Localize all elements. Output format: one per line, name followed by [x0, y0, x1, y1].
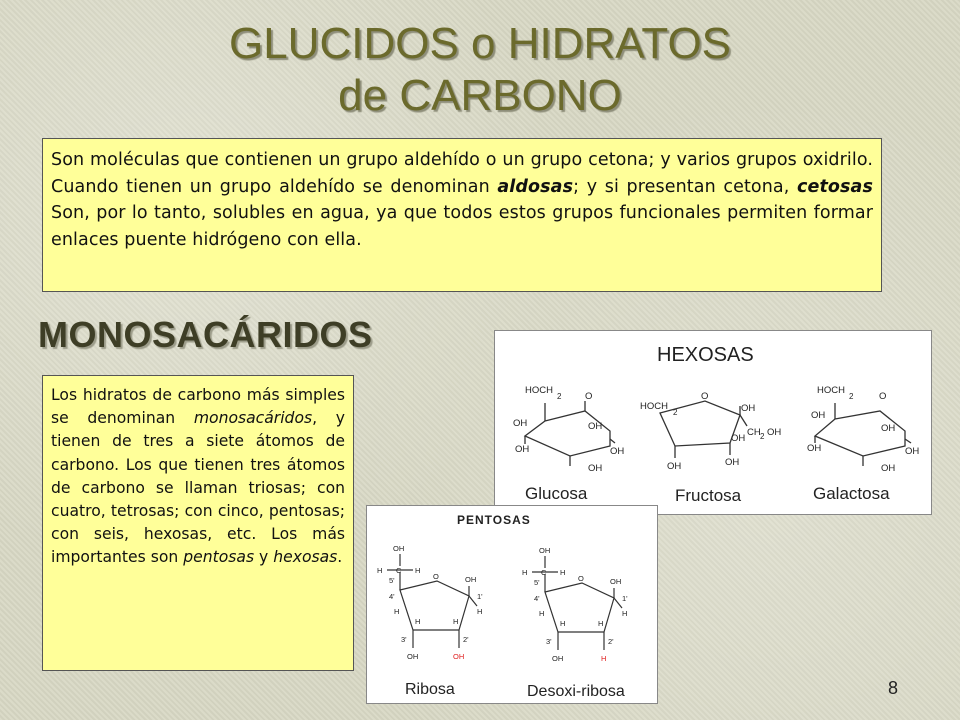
deoxy-h-left: H: [522, 568, 528, 577]
galactose-sub2: 2: [849, 392, 854, 401]
hexosas-title: HEXOSAS: [657, 344, 754, 366]
ribose-c: C: [396, 566, 402, 575]
pentosas-svg: [367, 506, 657, 703]
name-galactosa: Galactosa: [813, 484, 890, 503]
glucose-hoch: HOCH: [525, 385, 553, 396]
ribose-h-4: H: [394, 607, 400, 616]
ribose-h-3: H: [415, 617, 421, 626]
ribose-h-left: H: [377, 566, 383, 575]
title-line-1: GLUCIDOS o HIDRATOS: [228, 19, 732, 68]
fructose-sub2: 2: [673, 408, 678, 417]
fructose-oh-end: OH: [767, 427, 782, 438]
fructose-ch: CH: [747, 427, 761, 438]
name-fructosa: Fructosa: [675, 486, 742, 505]
galactose-oh-2: OH: [807, 443, 822, 454]
galactose-hoch: HOCH: [817, 385, 845, 396]
term-pentosas: pentosas: [183, 548, 255, 567]
mono-text-4: .: [337, 548, 343, 567]
ribose-h-right: H: [415, 566, 421, 575]
ribose-1: 1': [477, 592, 483, 601]
glucose-structure: [525, 401, 615, 466]
name-glucosa: Glucosa: [525, 484, 588, 503]
galactose-oh-1: OH: [811, 410, 826, 421]
ribose-o: O: [433, 572, 439, 581]
ribose-oh-1: OH: [465, 575, 477, 584]
deoxy-3: 3': [546, 637, 552, 646]
title-line-2: de CARBONO: [338, 71, 622, 120]
intro-text-1: Son moléculas que contienen un grupo aldehído o un grupo cetona; y varios grupos oxidrilo. Cuando tienen un grupo aldehído se denominan: [51, 150, 873, 197]
term-monosacaridos: monosacáridos: [193, 409, 313, 428]
ribose-h-2: H: [453, 617, 459, 626]
deoxy-h-3: H: [560, 619, 566, 628]
fructose-o: O: [701, 391, 709, 402]
ribose-4: 4': [389, 592, 395, 601]
fructose-sub2b: 2: [760, 432, 765, 441]
hexosas-diagram: [494, 330, 932, 515]
ribose-2: 2': [463, 635, 469, 644]
fructose-hoch: HOCH: [640, 401, 668, 412]
deoxy-h-2: H: [598, 619, 604, 628]
glucose-oh-2: OH: [515, 444, 530, 455]
deoxy-h-1: H: [622, 609, 628, 618]
glucose-sub2: 2: [557, 392, 562, 401]
mono-text-3: y: [254, 548, 274, 567]
monosacaridos-heading: MONOSACÁRIDOS: [38, 314, 373, 355]
intro-text-2: ; y si presentan cetona,: [573, 176, 798, 197]
deoxy-4: 4': [534, 594, 540, 603]
fructose-oh-1: OH: [741, 403, 756, 414]
page-number: 8: [888, 678, 899, 698]
mono-text-1: Los hidratos de carbono más simples se denominan: [51, 386, 345, 428]
deoxy-c: C: [541, 568, 547, 577]
term-aldosas: aldosas: [497, 176, 574, 197]
hexosas-svg: [495, 331, 931, 514]
deoxy-h-right: H: [560, 568, 566, 577]
deoxy-5: 5': [534, 578, 540, 587]
intro-text-3: Son, por lo tanto, solubles en agua, ya que todos estos grupos funcionales permiten formar enlaces puente hidrógeno con ella.: [51, 203, 873, 250]
galactose-o: O: [879, 391, 887, 402]
term-cetosas: cetosas: [797, 176, 873, 197]
deoxy-2: 2': [608, 637, 614, 646]
deoxy-h-2-highlight: H: [601, 654, 607, 663]
deoxy-1: 1': [622, 594, 628, 603]
galactose-oh-4: OH: [881, 423, 896, 434]
intro-textbox: [42, 138, 882, 292]
glucose-oh-3: OH: [610, 446, 625, 457]
deoxy-oh-1: OH: [610, 577, 622, 586]
ribose-oh-2-highlight: OH: [453, 652, 465, 661]
term-hexosas: hexosas: [273, 548, 338, 567]
galactose-oh-3: OH: [905, 446, 920, 457]
fructose-oh-4: OH: [725, 457, 740, 468]
glucose-o: O: [585, 391, 593, 402]
galactose-structure: [815, 403, 911, 466]
ribose-oh-top: OH: [393, 544, 405, 553]
deoxy-oh-3: OH: [552, 654, 564, 663]
deoxy-o: O: [578, 574, 584, 583]
ribose-5: 5': [389, 576, 395, 585]
pentosas-title: PENTOSAS: [457, 513, 531, 527]
mono-text-2: , y tienen de tres a siete átomos de carbono. Los que tienen tres átomos de carbono se llaman triosas; con cuatro, tetrosas; con cinco, pentosas; con seis, hexosas, etc. Los más importantes son: [51, 409, 345, 567]
ribose-h-1: H: [477, 607, 483, 616]
name-desoxi-ribosa: Desoxi-ribosa: [527, 683, 625, 700]
pentosas-diagram: [366, 505, 658, 704]
name-ribosa: Ribosa: [405, 681, 455, 698]
fructose-oh-2: OH: [731, 433, 746, 444]
deoxy-oh-top: OH: [539, 546, 551, 555]
glucose-oh-4: OH: [588, 421, 603, 432]
ribose-3: 3': [401, 635, 407, 644]
galactose-oh-5: OH: [881, 463, 896, 474]
deoxy-h-4: H: [539, 609, 545, 618]
monosacaridos-textbox: [42, 375, 354, 671]
glucose-oh-5: OH: [588, 463, 603, 474]
ribose-oh-3: OH: [407, 652, 419, 661]
fructose-oh-3: OH: [667, 461, 682, 472]
page-title: [0, 18, 960, 122]
glucose-oh-1: OH: [513, 418, 528, 429]
